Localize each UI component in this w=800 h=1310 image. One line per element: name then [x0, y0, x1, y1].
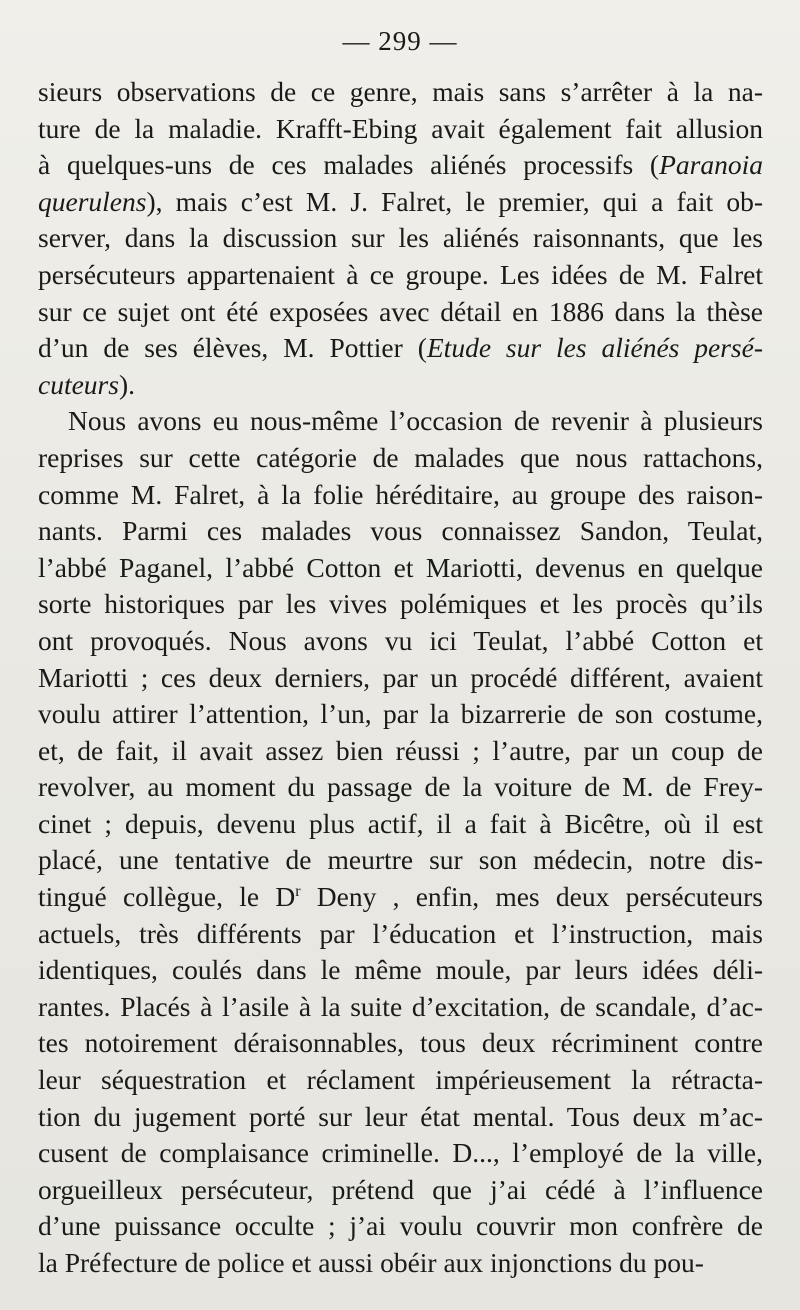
text-fragment: reprises sur cette catégorie de malades que nous rattachons, — [38, 441, 763, 473]
text-fragment: cinet ; depuis, devenu plus actif, il a fait à Bicêtre, où il est — [38, 807, 763, 839]
text-fragment: comme M. Falret, à la folie héréditaire, au groupe des raison- — [38, 478, 763, 510]
text-fragment: tingué collègue, le D — [38, 881, 296, 913]
text-fragment: placé, une tentative de meurtre sur son médecin, notre dis- — [38, 844, 763, 876]
text-line — [38, 586, 763, 623]
text-line — [38, 147, 763, 184]
text-fragment: sieurs observations de ce genre, mais sans s’arrêter à la na- — [38, 76, 763, 107]
text-line — [38, 1025, 763, 1062]
text-line — [38, 842, 763, 879]
text-line — [38, 1172, 763, 1209]
text-fragment: persécuteurs appartenaient à ce groupe. Les idées de M. Falret — [38, 258, 763, 290]
text-line — [38, 696, 763, 733]
text-line — [38, 257, 763, 294]
text-fragment: tes notoirement déraisonnables, tous deux récriminent contre — [38, 1027, 763, 1059]
italic-fragment: Etude sur les aliénés persé- — [426, 332, 764, 364]
text-fragment: rantes. Placés à l’asile à la suite d’excitation, de scandale, d’ac- — [38, 990, 763, 1022]
text-fragment: Nous avons eu nous-même l’occasion de revenir à plusieurs — [68, 405, 763, 437]
body-text — [38, 74, 763, 1282]
text-fragment: Mariotti ; ces deux derniers, par un procédé différent, avaient — [38, 661, 763, 693]
text-fragment: identiques, coulés dans le même moule, par leurs idées déli- — [38, 954, 763, 986]
text-fragment: server, dans la discussion sur les aliénés raisonnants, que les — [38, 222, 763, 254]
text-line — [38, 1208, 763, 1245]
text-line — [38, 330, 763, 367]
text-line — [38, 660, 763, 697]
text-line — [38, 403, 763, 440]
text-fragment: tion du jugement porté sur leur état mental. Tous deux m’ac- — [38, 1100, 763, 1132]
text-fragment: l’abbé Paganel, l’abbé Cotton et Mariotti, devenus en quelque — [38, 551, 763, 583]
text-line — [38, 477, 763, 514]
text-line — [38, 1245, 763, 1282]
text-fragment: et, de fait, il avait assez bien réussi ; l’autre, par un coup de — [38, 734, 763, 766]
text-line — [38, 1062, 763, 1099]
text-line — [38, 879, 763, 916]
text-fragment: sorte historiques par les vives polémiques et les procès qu’ils — [38, 588, 763, 620]
text-fragment: ture de la maladie. Krafft-Ebing avait également fait allusion — [38, 112, 763, 144]
text-fragment: orgueilleux persécuteur, prétend que j’ai cédé à l’influence — [38, 1173, 763, 1205]
text-fragment: actuels, très différents par l’éducation et l’instruction, mais — [38, 917, 763, 949]
text-line — [38, 111, 763, 148]
text-fragment: sur ce sujet ont été exposées avec détail en 1886 dans la thèse — [38, 295, 763, 327]
text-line — [38, 1135, 763, 1172]
text-fragment: d’un de ses élèves, M. Pottier ( — [38, 332, 427, 364]
text-line — [38, 550, 763, 587]
text-line — [38, 989, 763, 1026]
text-fragment: voulu attirer l’attention, l’un, par la bizarrerie de son costume, — [38, 698, 763, 730]
page-number: — 299 — — [342, 26, 458, 56]
text-line — [38, 806, 763, 843]
text-fragment: nants. Parmi ces malades vous connaissez Sandon, Teulat, — [38, 515, 763, 547]
text-line — [38, 294, 763, 331]
text-fragment: ). — [118, 368, 136, 400]
text-line — [38, 440, 763, 477]
text-fragment: cusent de complaisance criminelle. D..., l’employé de la ville, — [38, 1137, 763, 1169]
text-fragment: leur séquestration et réclament impérieusement la rétracta- — [38, 1064, 763, 1096]
text-fragment: revolver, au moment du passage de la voiture de M. de Frey- — [38, 771, 763, 803]
text-fragment: d’une puissance occulte ; j’ai voulu couvrir mon confrère de — [38, 1210, 763, 1242]
text-line — [38, 733, 763, 770]
text-fragment: la Préfecture de police et aussi obéir aux injonctions du pou- — [38, 1247, 704, 1278]
text-line — [38, 184, 763, 221]
text-fragment: ont provoqués. Nous avons vu ici Teulat, l’abbé Cotton et — [38, 624, 763, 656]
text-fragment: à quelques-uns de ces malades aliénés processifs ( — [38, 149, 660, 181]
italic-fragment: querulens — [38, 185, 147, 217]
text-fragment: ), mais c’est M. J. Falret, le premier, qui a fait ob- — [146, 185, 763, 217]
superscript-fragment: r — [295, 882, 301, 900]
text-line — [38, 367, 763, 404]
text-line — [38, 220, 763, 257]
text-line — [38, 916, 763, 953]
text-line — [38, 74, 763, 111]
text-line — [38, 623, 763, 660]
text-line — [38, 1099, 763, 1136]
italic-fragment: Paranoia — [659, 149, 763, 181]
text-line — [38, 513, 763, 550]
italic-fragment: cuteurs — [38, 368, 119, 400]
text-fragment: Deny , enfin, mes deux persécuteurs — [300, 881, 763, 913]
text-line — [38, 769, 763, 806]
text-line — [38, 952, 763, 989]
